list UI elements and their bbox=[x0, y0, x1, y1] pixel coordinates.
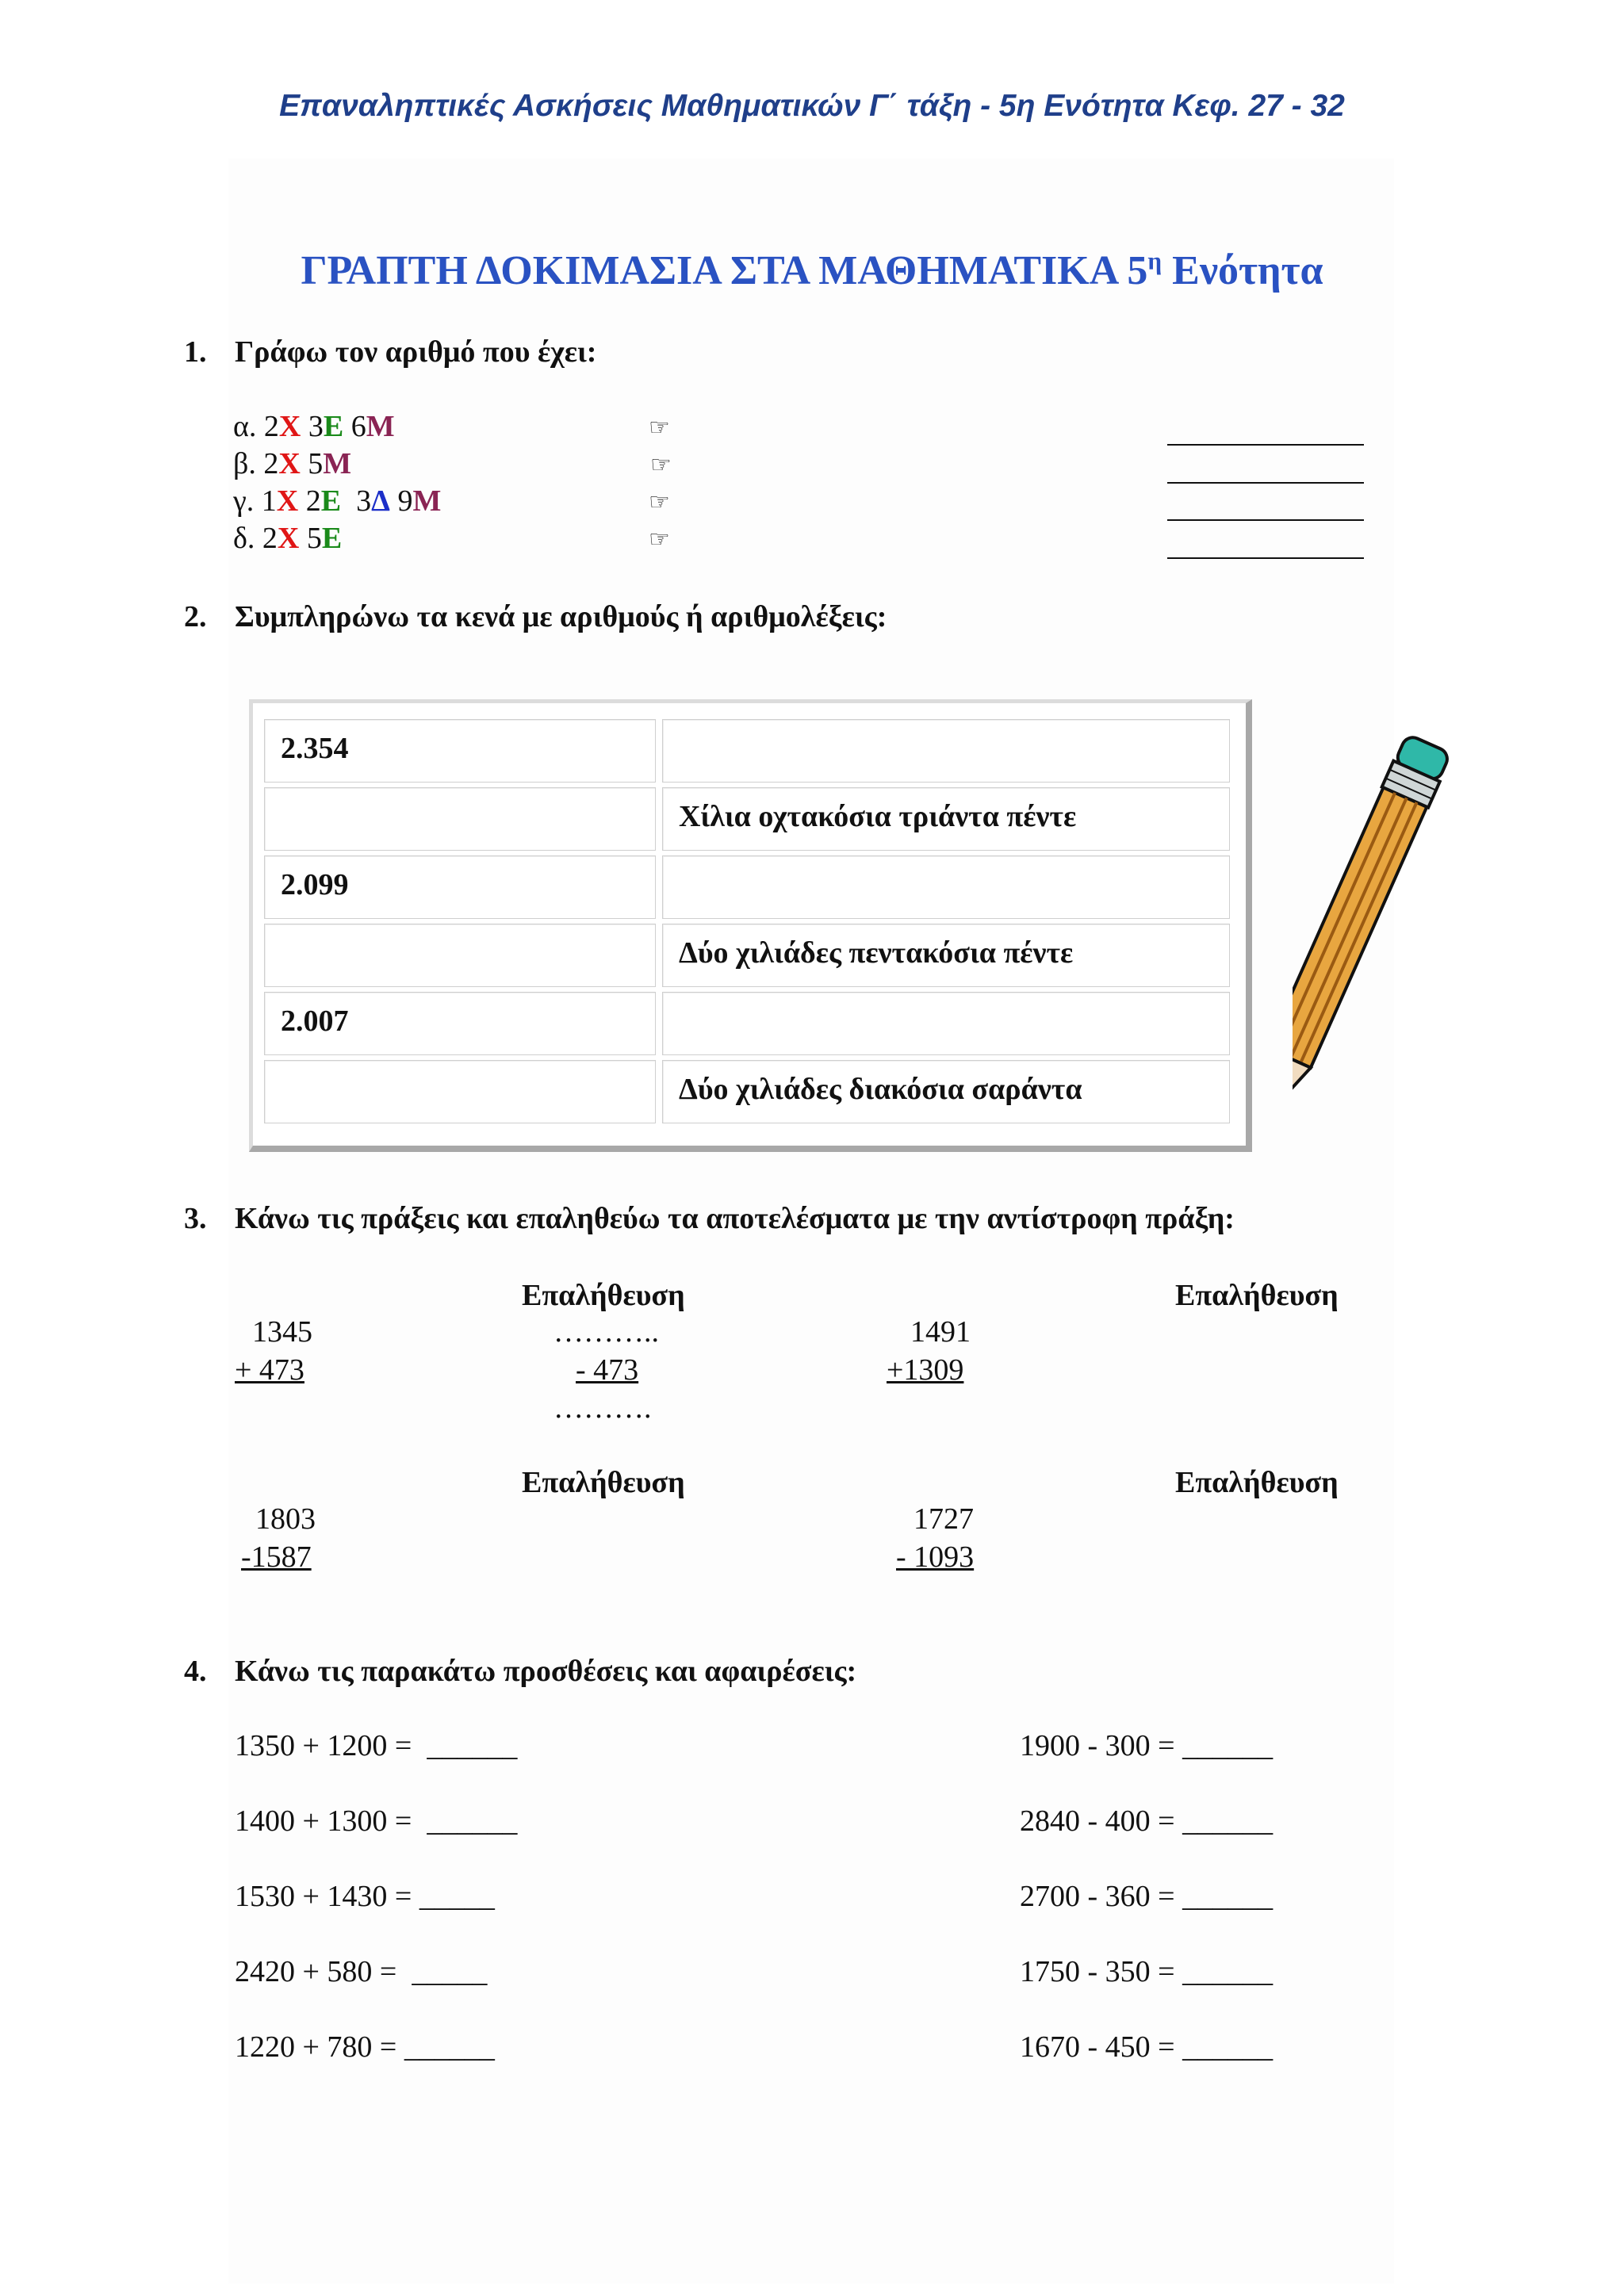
answer-blank[interactable]: _____ bbox=[419, 1880, 495, 1913]
q1-item-c bbox=[233, 484, 441, 519]
answer-blank[interactable]: _____ bbox=[412, 1955, 488, 1988]
answer-blank[interactable]: ______ bbox=[404, 2030, 495, 2064]
op1-top: 1345 bbox=[252, 1315, 312, 1349]
op1-bottom: + 473 bbox=[235, 1353, 304, 1387]
question-number: 3. bbox=[184, 1202, 207, 1235]
equation: 1220 + 780 = bbox=[235, 2030, 397, 2064]
answer-blank[interactable]: ______ bbox=[1182, 1880, 1274, 1913]
question-text: Γράφω τον αριθμό που έχει: bbox=[235, 335, 597, 369]
q1-item-d bbox=[233, 521, 342, 556]
unit-ones: Μ bbox=[412, 484, 442, 518]
table-cell-number[interactable]: 2.099 bbox=[264, 855, 656, 919]
difference-row bbox=[1020, 1954, 1273, 1989]
digit: 5 bbox=[308, 447, 324, 480]
verify-label: Επαλήθευση bbox=[1175, 1466, 1339, 1499]
digit: 6 bbox=[350, 410, 366, 443]
digit: 9 bbox=[397, 484, 413, 518]
difference-row bbox=[1020, 2030, 1273, 2064]
table-cell-words[interactable]: Δύο χιλιάδες διακόσια σαράντα bbox=[662, 1060, 1230, 1123]
question-2 bbox=[184, 599, 887, 634]
question-text: Κάνω τις παρακάτω προσθέσεις και αφαιρέσεις: bbox=[235, 1655, 857, 1688]
unit-ones: Μ bbox=[323, 447, 352, 480]
unit-ones: Μ bbox=[366, 410, 395, 443]
pencil-illustration bbox=[1293, 714, 1499, 1142]
unit-hundreds: Ε bbox=[321, 522, 343, 555]
digit: 2 bbox=[305, 484, 321, 518]
title-tail: Ενότητα bbox=[1162, 248, 1323, 293]
pointing-hand-icon: ☞ bbox=[650, 452, 672, 478]
answer-blank[interactable]: ______ bbox=[427, 1729, 518, 1762]
digit: 2 bbox=[262, 522, 278, 555]
sum-row bbox=[235, 1804, 517, 1839]
equation: 2840 - 400 = bbox=[1020, 1804, 1175, 1838]
op1-check-top[interactable]: ……….. bbox=[553, 1315, 659, 1349]
digit: 5 bbox=[306, 522, 322, 555]
equation: 2420 + 580 = bbox=[235, 1955, 397, 1988]
table-cell-words[interactable]: Δύο χιλιάδες πεντακόσια πέντε bbox=[662, 924, 1230, 987]
verify-label: Επαλήθευση bbox=[1175, 1279, 1339, 1312]
equation: 2700 - 360 = bbox=[1020, 1880, 1175, 1913]
table-cell-number[interactable]: 2.007 bbox=[264, 992, 656, 1055]
digit: 1 bbox=[261, 484, 277, 518]
digit: 3 bbox=[308, 410, 324, 443]
title-text: ΓΡΑΠΤΗ ΔΟΚΙΜΑΣΙΑ ΣΤΑ ΜΑΘΗΜΑΤΙΚΑ 5 bbox=[301, 248, 1148, 293]
answer-blank[interactable]: ______ bbox=[1182, 2030, 1274, 2064]
page-header bbox=[0, 89, 1624, 124]
equation: 1900 - 300 = bbox=[1020, 1729, 1175, 1762]
header-text: Επαναληπτικές Ασκήσεις Μαθηματικών Γ΄ τάξη - 5η Ενότητα Κεφ. 27 - 32 bbox=[279, 89, 1345, 123]
difference-row bbox=[1020, 1728, 1273, 1763]
unit-thousands: Χ bbox=[277, 522, 300, 555]
unit-hundreds: Ε bbox=[320, 484, 342, 518]
op3-bottom: -1587 bbox=[241, 1540, 312, 1574]
equation: 1530 + 1430 = bbox=[235, 1880, 412, 1913]
table-cell-number[interactable] bbox=[264, 1060, 656, 1123]
difference-row bbox=[1020, 1804, 1273, 1839]
answer-blank[interactable]: ______ bbox=[1182, 1955, 1274, 1988]
unit-thousands: Χ bbox=[276, 484, 299, 518]
q1-item-a bbox=[233, 409, 395, 444]
digit: 2 bbox=[263, 447, 279, 480]
digit: 2 bbox=[263, 410, 279, 443]
answer-blank[interactable]: ______ bbox=[1182, 1729, 1274, 1762]
verify-label: Επαλήθευση bbox=[522, 1466, 685, 1499]
answer-blank[interactable]: ______ bbox=[1182, 1804, 1274, 1838]
question-number: 4. bbox=[184, 1655, 207, 1688]
equation: 1350 + 1200 = bbox=[235, 1729, 412, 1762]
equation: 1400 + 1300 = bbox=[235, 1804, 412, 1838]
unit-thousands: Χ bbox=[278, 410, 301, 443]
number-words-table bbox=[249, 699, 1252, 1152]
table-cell-number[interactable] bbox=[264, 787, 656, 851]
sum-row bbox=[235, 1728, 517, 1763]
unit-hundreds: Ε bbox=[323, 410, 344, 443]
page-title bbox=[0, 247, 1624, 294]
table-cell-number[interactable]: 2.354 bbox=[264, 719, 656, 783]
difference-row bbox=[1020, 1879, 1273, 1914]
digit: 3 bbox=[356, 484, 372, 518]
op1-check-mid: - 473 bbox=[576, 1353, 639, 1387]
question-4 bbox=[184, 1654, 856, 1689]
item-label: γ. bbox=[233, 484, 255, 518]
op2-bottom: +1309 bbox=[887, 1353, 964, 1387]
op4-top: 1727 bbox=[914, 1502, 974, 1536]
question-3 bbox=[184, 1201, 1235, 1236]
question-number: 1. bbox=[184, 335, 207, 369]
answer-line[interactable] bbox=[1167, 519, 1364, 521]
table-cell-number[interactable] bbox=[264, 924, 656, 987]
pointing-hand-icon: ☞ bbox=[649, 489, 670, 515]
item-label: δ. bbox=[233, 522, 255, 555]
answer-line[interactable] bbox=[1167, 444, 1364, 446]
op3-top: 1803 bbox=[255, 1502, 316, 1536]
q1-item-b bbox=[233, 446, 351, 481]
table-cell-words[interactable] bbox=[662, 719, 1230, 783]
answer-line[interactable] bbox=[1167, 557, 1364, 559]
op4-bottom: - 1093 bbox=[896, 1540, 975, 1574]
equation: 1670 - 450 = bbox=[1020, 2030, 1175, 2064]
sum-row bbox=[235, 2030, 495, 2064]
question-text: Συμπληρώνω τα κενά με αριθμούς ή αριθμολέξεις: bbox=[235, 600, 887, 633]
title-sup: η bbox=[1147, 247, 1162, 275]
table-cell-words[interactable]: Χίλια οχτακόσια τριάντα πέντε bbox=[662, 787, 1230, 851]
equation: 1750 - 350 = bbox=[1020, 1955, 1175, 1988]
item-label: α. bbox=[233, 410, 257, 443]
answer-line[interactable] bbox=[1167, 482, 1364, 484]
sum-row bbox=[235, 1879, 495, 1914]
table-cell-words[interactable] bbox=[662, 992, 1230, 1055]
item-label: β. bbox=[233, 447, 256, 480]
question-text: Κάνω τις πράξεις και επαληθεύω τα αποτελέσματα με την αντίστροφη πράξη: bbox=[235, 1202, 1235, 1235]
verify-label: Επαλήθευση bbox=[522, 1279, 685, 1312]
op1-check-bottom[interactable]: ………. bbox=[553, 1391, 652, 1425]
pointing-hand-icon: ☞ bbox=[649, 526, 670, 553]
question-number: 2. bbox=[184, 600, 207, 633]
op2-top: 1491 bbox=[910, 1315, 971, 1349]
unit-tens: Δ bbox=[371, 484, 390, 518]
question-1 bbox=[184, 335, 596, 369]
answer-blank[interactable]: ______ bbox=[427, 1804, 518, 1838]
pointing-hand-icon: ☞ bbox=[649, 415, 670, 441]
table-cell-words[interactable] bbox=[662, 855, 1230, 919]
sum-row bbox=[235, 1954, 487, 1989]
unit-thousands: Χ bbox=[278, 447, 301, 480]
